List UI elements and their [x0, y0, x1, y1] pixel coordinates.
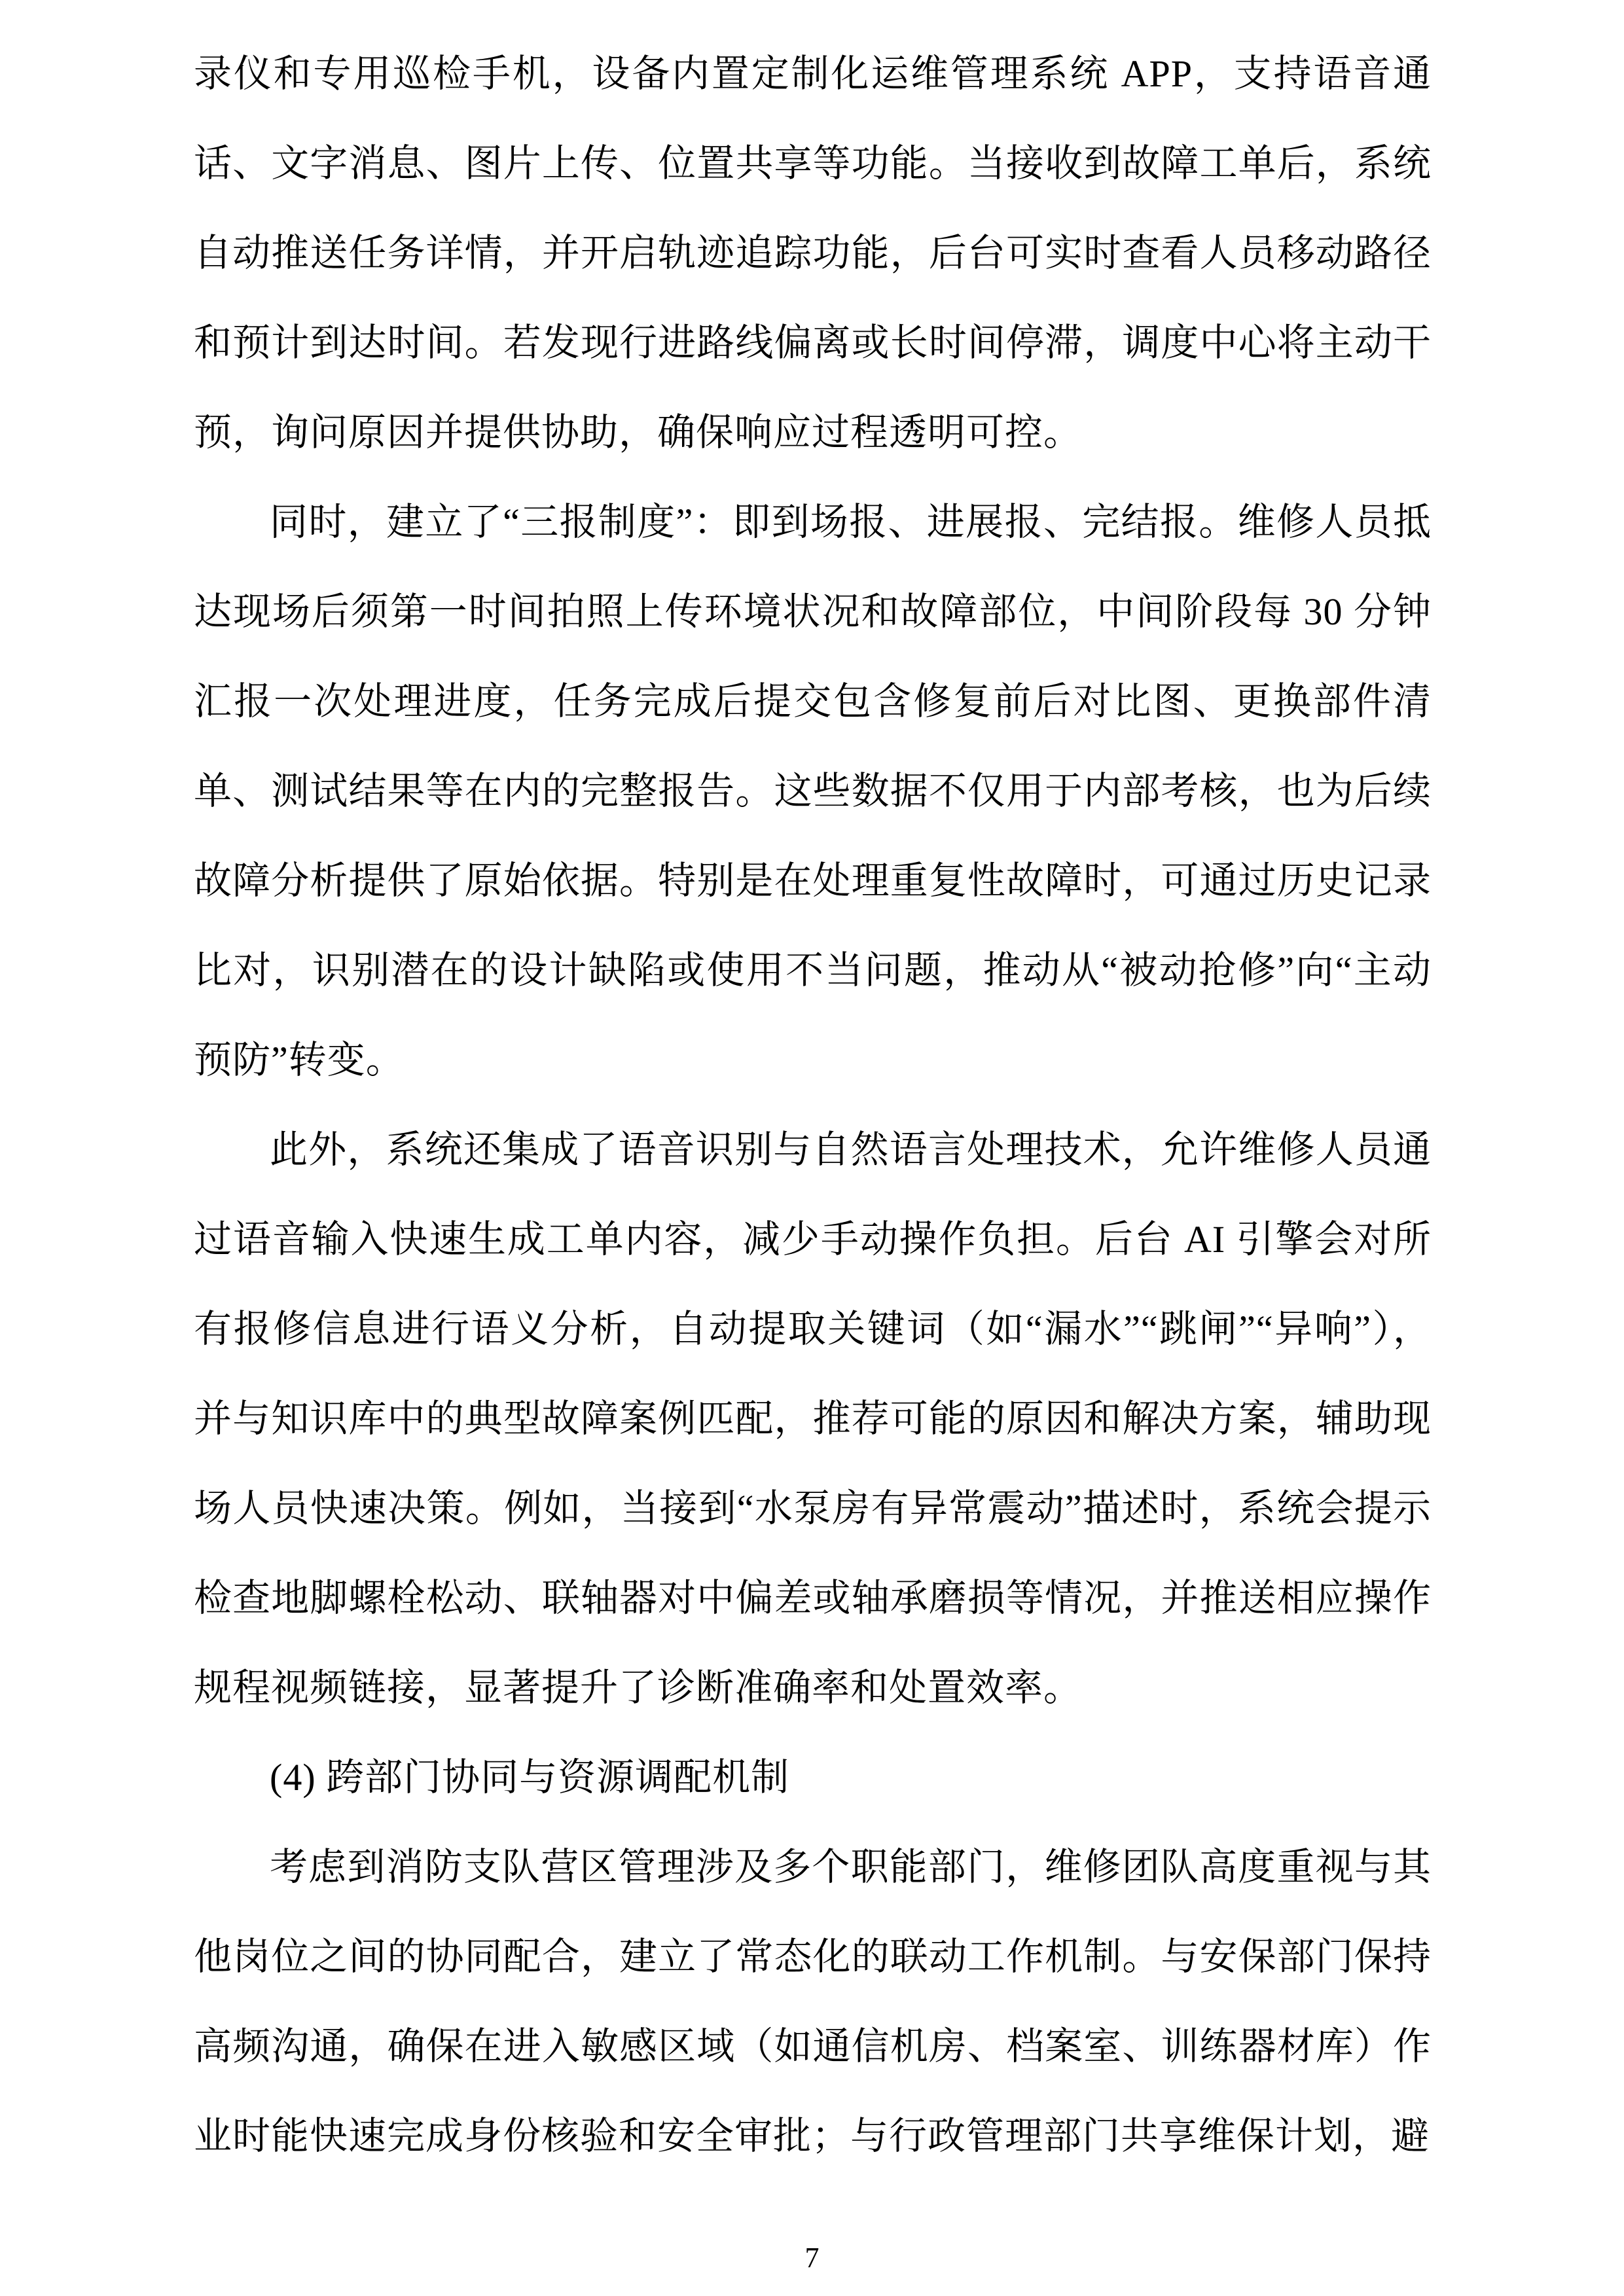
page-number: 7 [804, 2242, 820, 2274]
paragraph-three-reports: 同时，建立了“三报制度”：即到场报、进展报、完结报。维修人员抵达现场后须第一时间拍照上传环境状况和故障部位，中间阶段每 30 分钟汇报一次处理进度，任务完成后提交包含修复前后对比图、更换部件清单、测试结果等在内的完整报告。这些数据不仅用于内部考核，也为后续故障分析提供了原始依据。特别是在处理重复性故障时，可通过历史记录比对，识别潜在的设计缺陷或使用不当问题，推动从“被动抢修”向“主动预防”转变。 [194, 501, 1432, 1081]
paragraph-speech-recognition: 此外，系统还集成了语音识别与自然语言处理技术，允许维修人员通过语音输入快速生成工单内容，减少手动操作负担。后台 AI 引擎会对所有报修信息进行语义分析，自动提取关键词（如“漏水”“跳闸”“异响”），并与知识库中的典型故障案例匹配，推荐可能的原因和解决方案，辅助现场人员快速决策。例如，当接到“水泵房有异常震动”描述时，系统会提示检查地脚螺栓松动、联轴器对中偏差或轴承磨损等情况，并推送相应操作规程视频链接，显著提升了诊断准确率和处置效率。 [194, 1128, 1432, 1709]
paragraph-cross-department: 考虑到消防支队营区管理涉及多个职能部门，维修团队高度重视与其他岗位之间的协同配合，建立了常态化的联动工作机制。与安保部门保持高频沟通，确保在进入敏感区域（如通信机房、档案室、训练器材库）作业时能快速完成身份核验和安全审批；与行政管理部门共享维保计划，避 [194, 1846, 1432, 2157]
section-heading-4: (4) 跨部门协同与资源调配机制 [270, 1756, 790, 1799]
paragraph-continuation: 录仪和专用巡检手机，设备内置定制化运维管理系统 APP，支持语音通话、文字消息、图片上传、位置共享等功能。当接收到故障工单后，系统自动推送任务详情，并开启轨迹追踪功能，后台可实时查看人员移动路径和预计到达时间。若发现行进路线偏离或长时间停滞，调度中心将主动干预，询问原因并提供协助，确保响应过程透明可控。 [194, 52, 1432, 454]
